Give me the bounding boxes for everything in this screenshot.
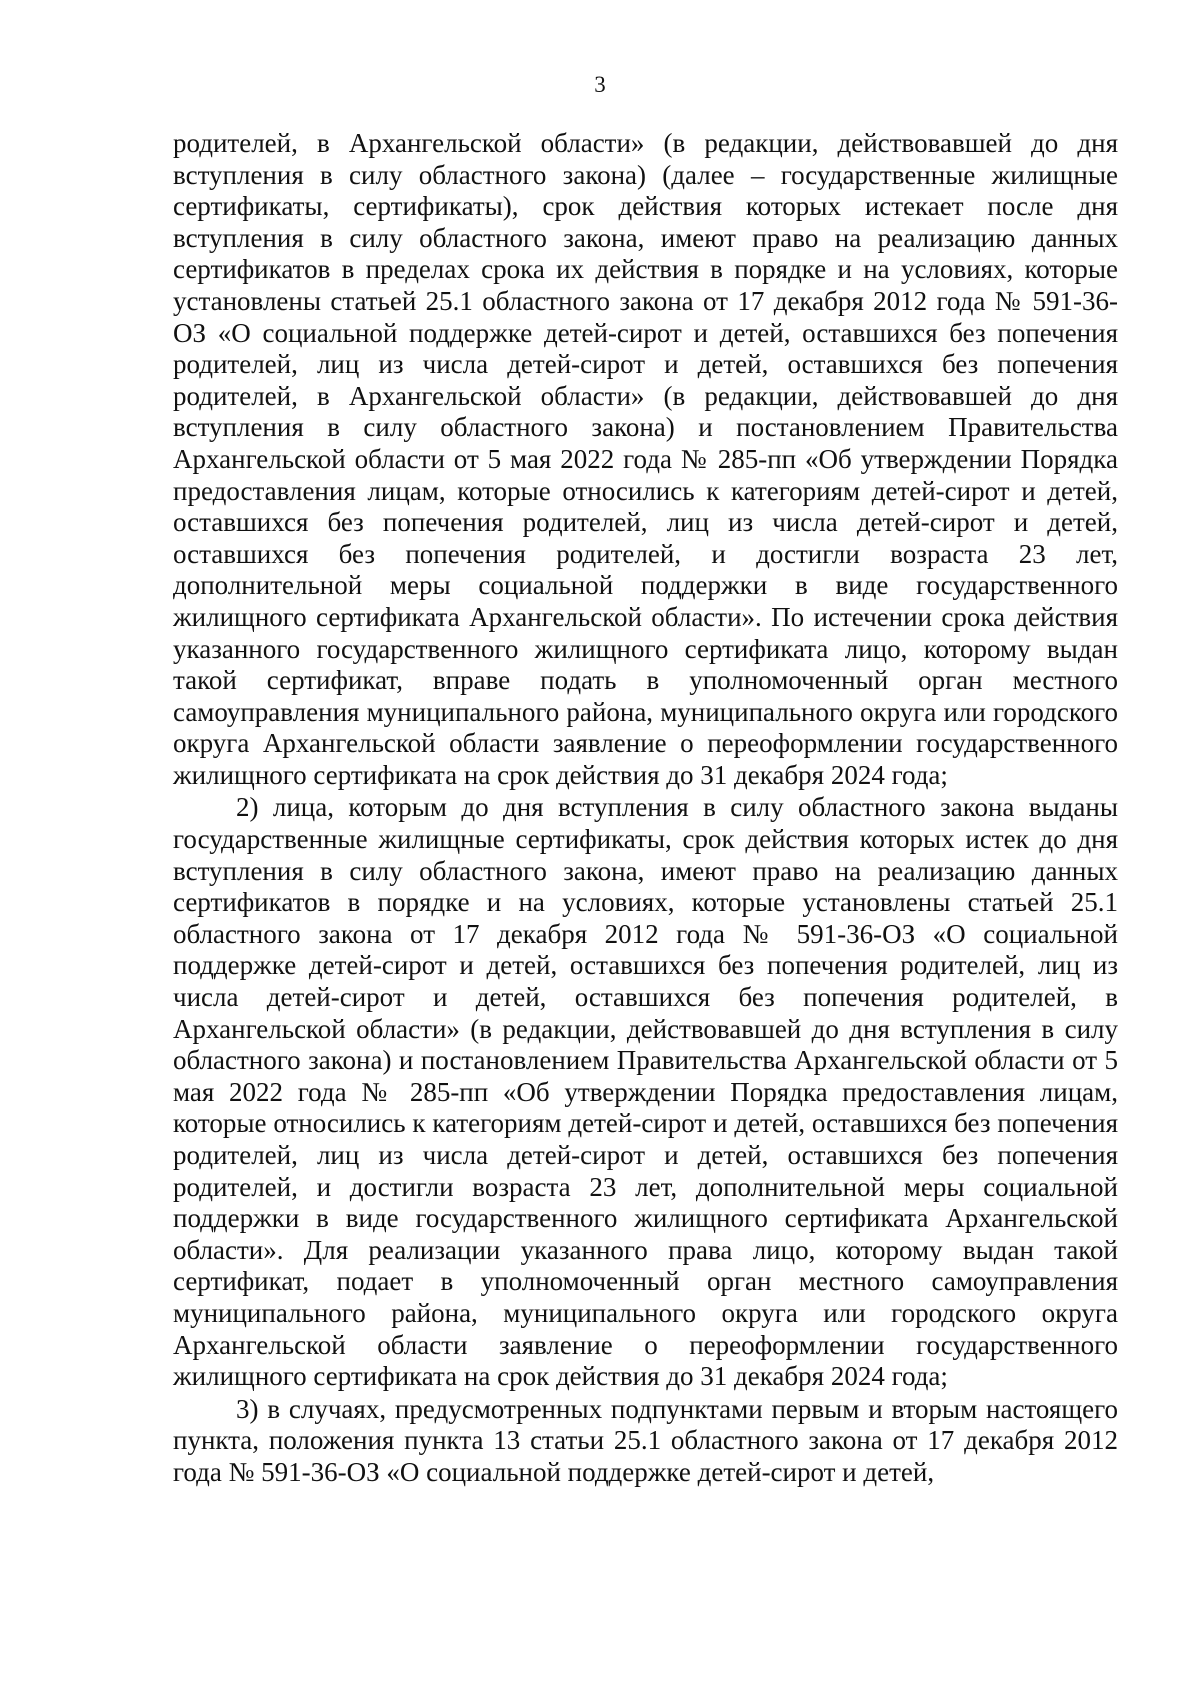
page-number: 3 <box>594 72 606 97</box>
body-text <box>173 128 1118 1489</box>
paragraph-item-3: 3) в случаях, предусмотренных подпунктами первым и вторым настоящего пункта, положения пункта 13 статьи 25.1 областного закона от 17 декабря 2012 года № 591-36-ОЗ «О социальной поддержке детей-сирот и детей, <box>173 1393 1118 1487</box>
paragraph-item-2: 2) лица, которым до дня вступления в силу областного закона выданы государственные жилищные сертификаты, срок действия которых истек до дня вступления в силу областного закона, имеют право на реализацию данных сертификатов в порядке и на условиях, которые установлены статьей 25.1 областного закона от 17 декабря 2012 года № 591-36-ОЗ «О социальной поддержке детей-сирот и детей, оставшихся без попечения родителей, лиц из числа детей-сирот и детей, оставшихся без попечения родителей, в Архангельской области» (в редакции, действовавшей до дня вступления в силу областного закона) и постановлением Правительства Архангельской области от 5 мая 2022 года № 285-пп «Об утверждении Порядка предоставления лицам, которые относились к категориям детей-сирот и детей, оставшихся без попечения родителей, лиц из числа детей-сирот и детей, оставшихся без попечения родителей, и достигли возраста 23 лет, дополнительной меры социальной поддержки в виде государственного жилищного сертификата Архангельской области». Для реализации указанного права лицо, которому выдан такой сертификат, подает в уполномоченный орган местного самоуправления муниципального района, муниципального округа или городского округа Архангельской области заявление о переоформлении государственного жилищного сертификата на срок действия до 31 декабря 2024 года; <box>173 792 1118 1392</box>
paragraph-continuation: родителей, в Архангельской области» (в редакции, действовавшей до дня вступления в силу областного закона) (далее – государственные жилищные сертификаты, сертификаты), срок действия которых истекает после дня вступления в силу областного закона, имеют право на реализацию данных сертификатов в пределах срока их действия в порядке и на условиях, которые установлены статьей 25.1 областного закона от 17 декабря 2012 года № 591-36-ОЗ «О социальной поддержке детей-сирот и детей, оставшихся без попечения родителей, лиц из числа детей-сирот и детей, оставшихся без попечения родителей, в Архангельской области» (в редакции, действовавшей до дня вступления в силу областного закона) и постановлением Правительства Архангельской области от 5 мая 2022 года № 285-пп «Об утверждении Порядка предоставления лицам, которые относились к категориям детей-сирот и детей, оставшихся без попечения родителей, лиц из числа детей-сирот и детей, оставшихся без попечения родителей, и достигли возраста 23 лет, дополнительной меры социальной поддержки в виде государственного жилищного сертификата Архангельской области». По истечении срока действия указанного государственного жилищного сертификата лицо, которому выдан такой сертификат, вправе подать в уполномоченный орган местного самоуправления муниципального района, муниципального округа или городского округа Архангельской области заявление о переоформлении государственного жилищного сертификата на срок действия до 31 декабря 2024 года; <box>173 128 1118 790</box>
